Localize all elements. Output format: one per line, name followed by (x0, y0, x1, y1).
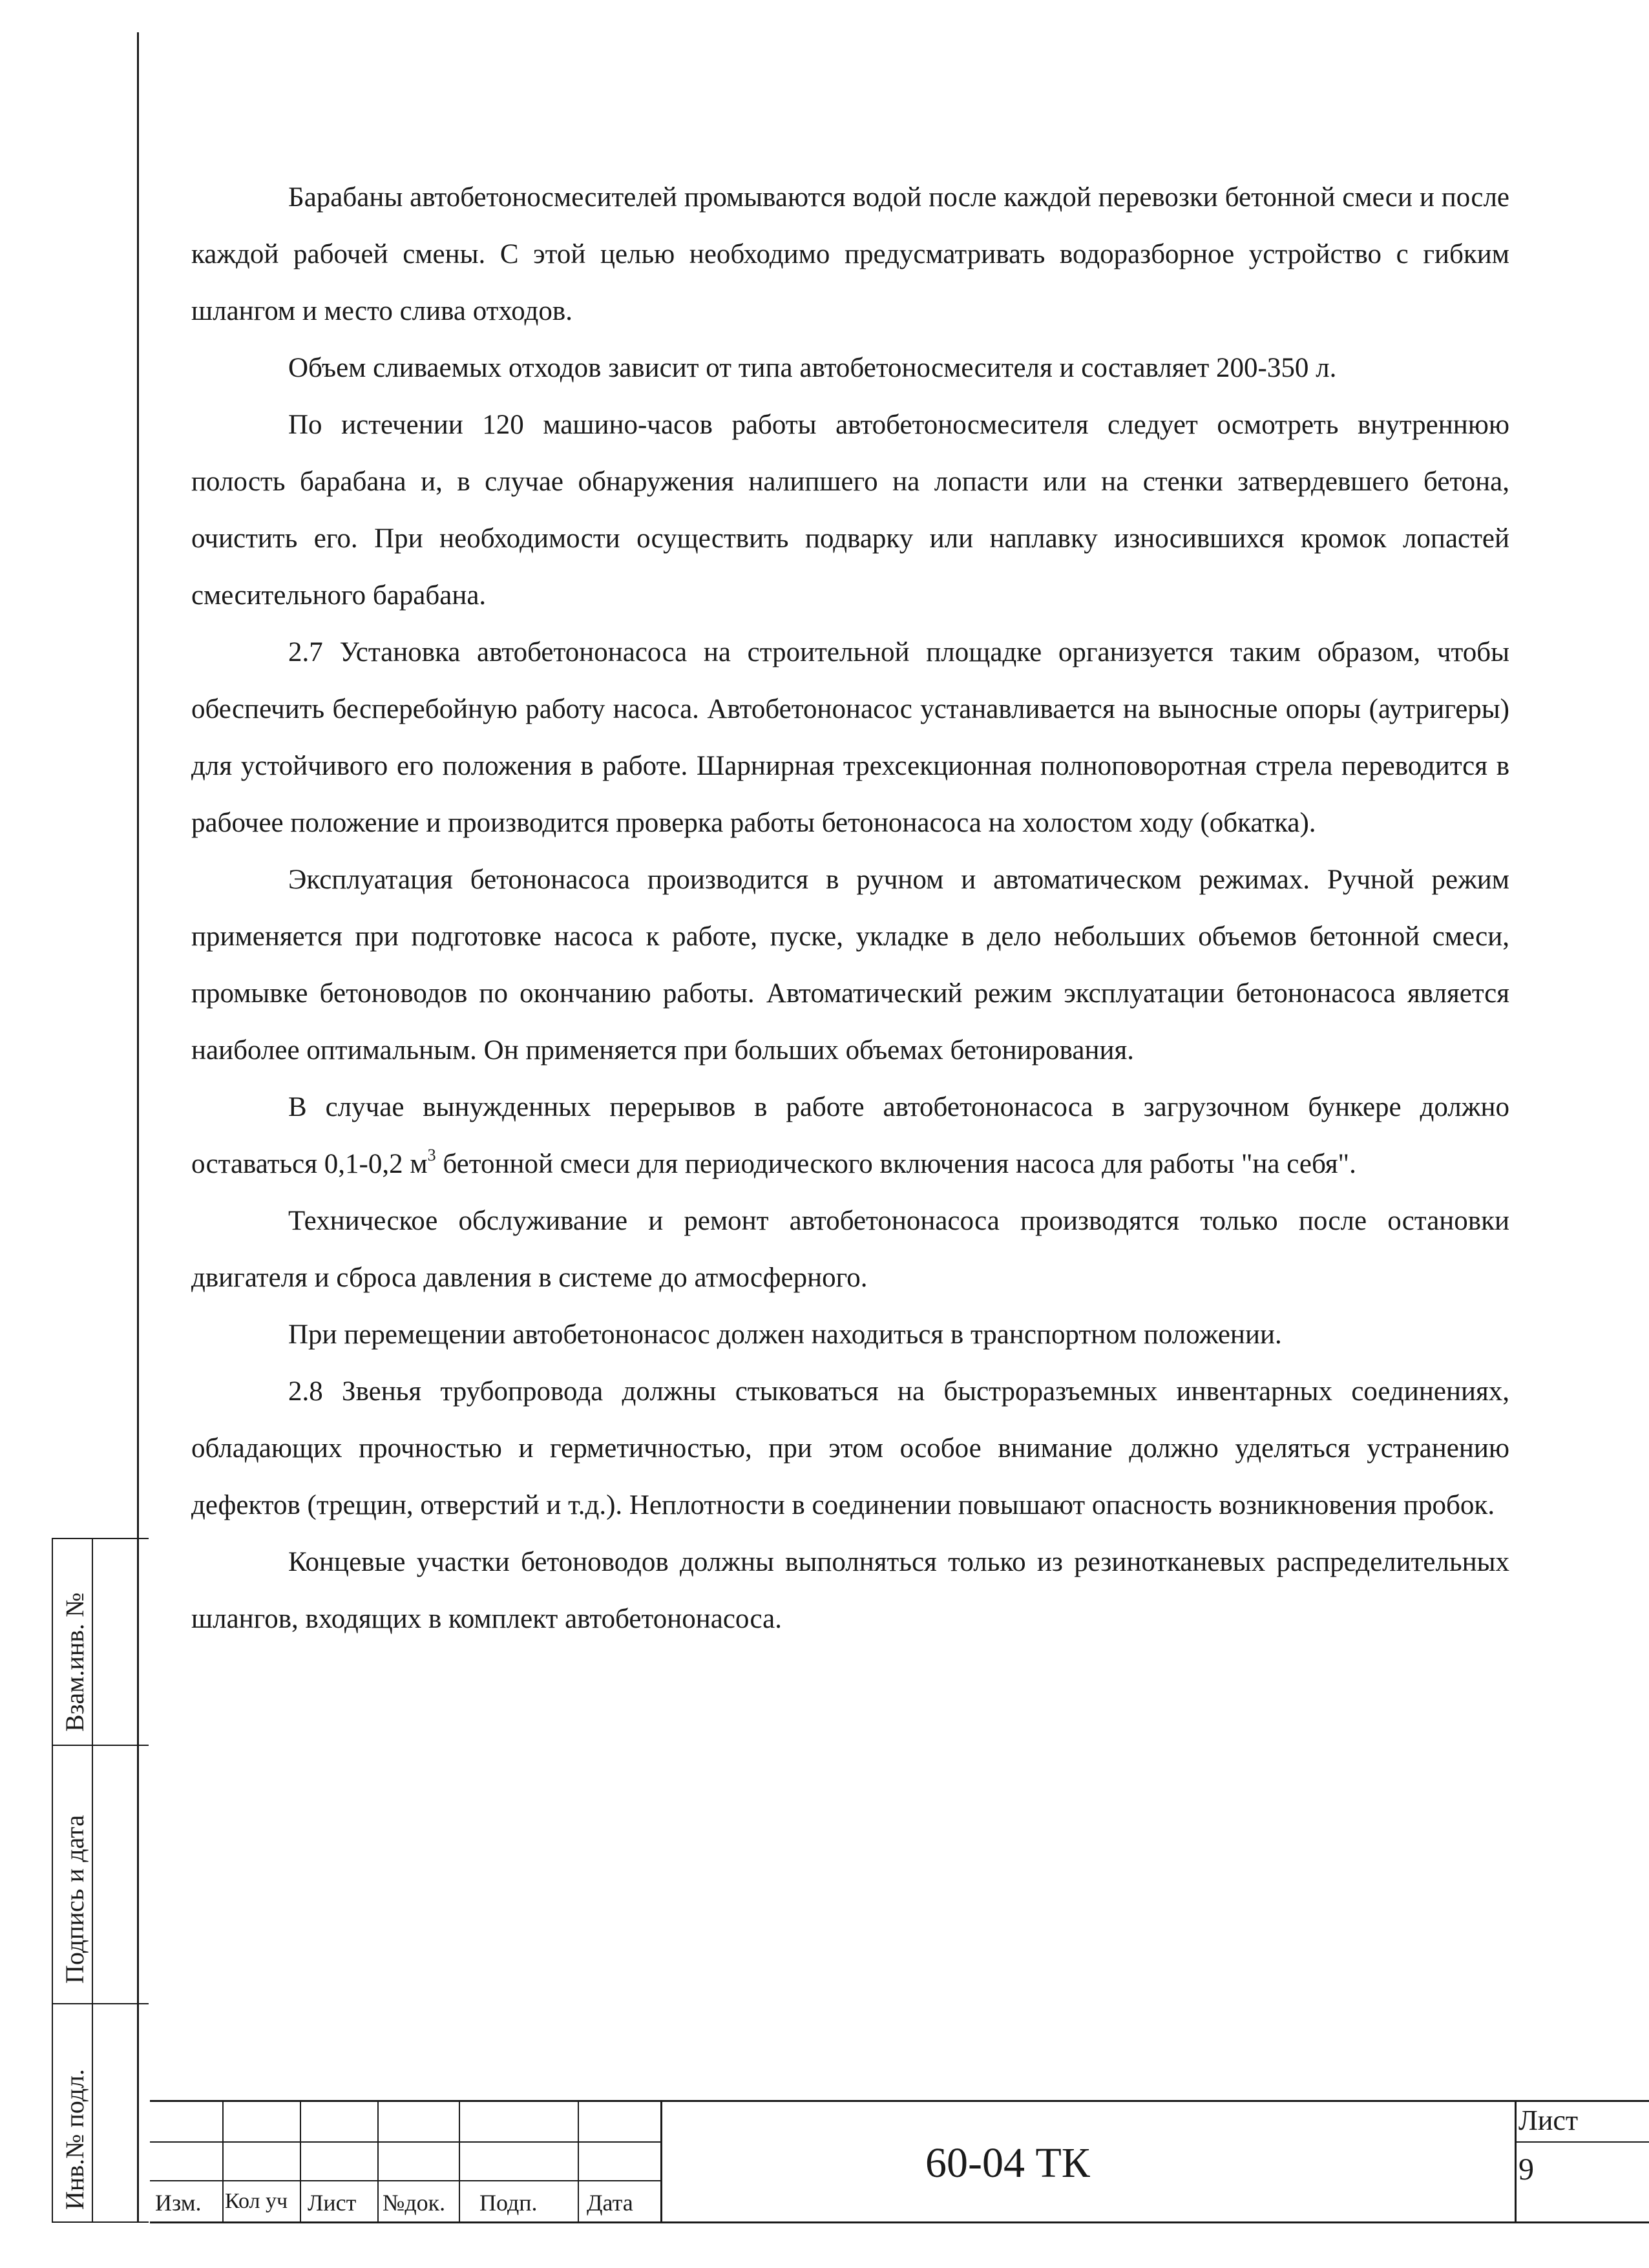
tb-col-sheet (1515, 2100, 1517, 2223)
paragraph-1: Барабаны автобетоносмесителей промываются водой после каждой перевозки бетонной смеси и после каждой рабочей смены. С этой целью необходимо предусматривать водоразборное устройство с гибким шлангом и место слива отходов. (191, 182, 1509, 326)
paragraph-3: По истечении 120 машино-часов работы автобетоносмесителя следует осмотреть внутреннюю полость барабана и, в случае обнаружения налипшего на лопасти или на стенки затвердевшего бетона, очистить его. При необходимости осуществить подварку или наплавку износившихся кромок лопастей смесительного барабана. (191, 410, 1509, 611)
paragraph-4: 2.7 Установка автобетононасоса на строительной площадке организуется таким образом, чтобы обеспечить бесперебойную работу насоса. Автобетононасос устанавливается на выносные опоры (аутригеры) для устойчивого его положения в работе. Шарнирная трехсекционная полноповоротная стрела переводится в рабочее положение и производится проверка работы бетононасоса на холостом ходу (обкатка). (191, 637, 1509, 838)
tb-header-kol: Кол уч (225, 2189, 288, 2213)
tb-header-ndok: №док. (383, 2190, 446, 2216)
paragraph-6 (191, 1079, 1509, 1193)
document-body (191, 169, 1509, 1648)
side-stamp-top-line (52, 1538, 149, 1539)
tb-bottom-line (150, 2221, 1649, 2223)
sheet-label: Лист (1518, 2105, 1579, 2136)
document-code: 60-04 ТК (925, 2139, 1090, 2187)
tb-top-line (150, 2100, 1649, 2102)
side-stamp-mid-line (92, 1538, 93, 2223)
side-stamp-bottom-line (52, 2221, 149, 2223)
podpis-data-label: Подпись и дата (60, 1814, 89, 1984)
paragraph-6-text-end: бетонной смеси для периодического включения насоса для работы "на себя". (436, 1149, 1356, 1179)
tb-header-podp: Подп. (479, 2190, 538, 2216)
tb-col-3 (377, 2100, 379, 2223)
side-stamp-sep-2 (52, 2003, 149, 2004)
tb-col-1 (222, 2100, 224, 2223)
paragraph-2: Объем сливаемых отходов зависит от типа автобетоносмесителя и составляет 200-350 л. (288, 353, 1337, 383)
tb-row-line-2 (150, 2180, 660, 2181)
tb-col-2 (300, 2100, 301, 2223)
side-stamp-left-line (52, 1538, 53, 2223)
tb-row-line-1 (150, 2141, 660, 2143)
paragraph-5: Эксплуатация бетононасоса производится в ручном и автоматическом режимах. Ручной режим применяется при подготовке насоса к работе, пуске, укладке в дело небольших объемов бетонной смеси, промывке бетоноводов по окончанию работы. Автоматический режим эксплуатации бетононасоса является наиболее оптимальным. Он применяется при больших объемах бетонирования. (191, 865, 1509, 1066)
paragraph-6-text: В случае вынужденных перерывов в работе автобетононасоса в загрузочном бункере должно оставаться 0,1-0,2 м (191, 1092, 1509, 1179)
paragraph-9: 2.8 Звенья трубопровода должны стыковаться на быстроразъемных инвентарных соединениях, обладающих прочностью и герметичностью, при этом особое внимание должно уделяться устранению дефектов (трещин, отверстий и т.д.). Неплотности в соединении повышают опасность возникновения пробок. (191, 1376, 1509, 1520)
tb-col-5 (578, 2100, 579, 2223)
vzam-inv-label: Взам.инв. № (60, 1592, 89, 1732)
side-stamp (52, 1538, 149, 2223)
tb-sheet-row-line (1515, 2141, 1649, 2143)
paragraph-8: При перемещении автобетононасос должен находиться в транспортном положении. (288, 1319, 1282, 1350)
title-block (150, 2100, 1649, 2223)
inv-podl-label: Инв.№ подл. (60, 2069, 89, 2210)
tb-col-6 (660, 2100, 662, 2223)
sheet-number: 9 (1518, 2152, 1534, 2187)
tb-col-4 (459, 2100, 460, 2223)
tb-header-data: Дата (587, 2190, 633, 2216)
side-stamp-sep-1 (52, 1745, 149, 1746)
paragraph-10: Концевые участки бетоноводов должны выполняться только из резинотканевых распределительных шлангов, входящих в комплект автобетононасоса. (191, 1547, 1509, 1634)
tb-header-list: Лист (308, 2190, 357, 2216)
cubic-superscript: 3 (427, 1145, 436, 1164)
paragraph-7: Техническое обслуживание и ремонт автобетононасоса производятся только после остановки двигателя и сброса давления в системе до атмосферного. (191, 1206, 1509, 1293)
tb-header-izm: Изм. (155, 2190, 202, 2216)
